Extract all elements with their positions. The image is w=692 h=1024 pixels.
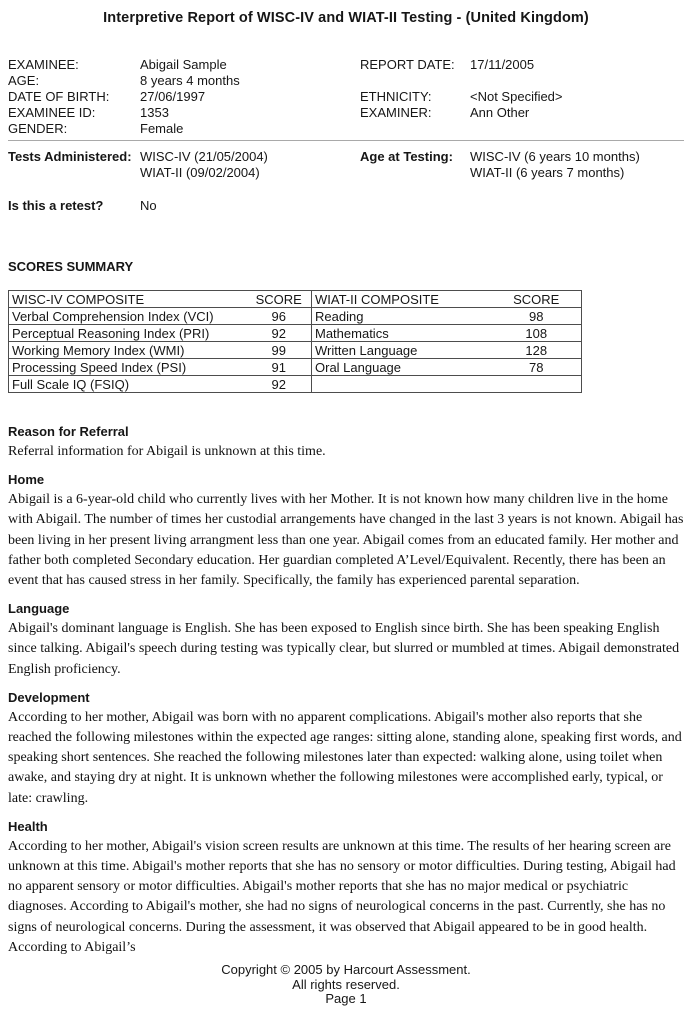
composite-name: Working Memory Index (WMI) — [9, 342, 247, 359]
scores-summary-heading: SCORES SUMMARY — [8, 259, 134, 274]
examinee-info — [8, 57, 684, 137]
table-row — [9, 308, 582, 325]
composite-score: 91 — [247, 359, 312, 376]
section-heading: Language — [8, 601, 70, 617]
column-header: WIAT-II COMPOSITE — [312, 291, 492, 308]
spacer — [360, 165, 470, 181]
composite-score: 96 — [247, 308, 312, 325]
composite-score: 92 — [247, 325, 312, 342]
info-value — [470, 73, 684, 89]
section-body: According to her mother, Abigail was born with no apparent complications. Abigail's mother also reports that she reached the following milestones within the expected age ranges: sitting alone, standing alone, speaking first words, and speaking short sentences. She reached the following milestones later than expected: walking alone, using toilet when awake, and staying dry at night. It is unknown whether the following milestones were accomplished early, typical, or late: crawling. — [8, 709, 682, 806]
composite-score: 128 — [492, 342, 582, 359]
tests-administered-label: Tests Administered: — [8, 149, 132, 164]
section-home — [8, 472, 684, 591]
table-row — [9, 359, 582, 376]
age-value: WISC-IV (6 years 10 months) — [470, 149, 640, 164]
info-value: Abigail Sample — [140, 57, 227, 72]
table-header-row — [9, 291, 582, 308]
table-row — [9, 376, 582, 393]
info-value: Female — [140, 121, 184, 136]
table-row — [9, 342, 582, 359]
table-row — [9, 325, 582, 342]
composite-name: Written Language — [312, 342, 492, 359]
section-heading: Development — [8, 689, 90, 705]
info-label: EXAMINEE: — [8, 57, 79, 72]
spacer — [360, 198, 470, 214]
composite-score: 78 — [492, 359, 582, 376]
composite-name: Reading — [312, 308, 492, 325]
section-health — [8, 819, 684, 958]
composite-name: Verbal Comprehension Index (VCI) — [9, 308, 247, 325]
info-label: GENDER: — [8, 121, 68, 136]
info-value: 1353 — [140, 105, 169, 120]
info-value: <Not Specified> — [470, 89, 563, 104]
section-heading: Home — [8, 472, 45, 488]
info-value — [470, 121, 684, 137]
spacer — [8, 165, 140, 181]
page-footer — [8, 963, 684, 1007]
composite-name: Perceptual Reasoning Index (PRI) — [9, 325, 247, 342]
info-label — [360, 121, 470, 137]
section-body: Referral information for Abigail is unknown at this time. — [8, 444, 326, 459]
info-label: ETHNICITY: — [360, 89, 432, 104]
section-heading: Reason for Referral — [8, 424, 129, 439]
column-header: SCORE — [492, 291, 582, 308]
composite-score: 99 — [247, 342, 312, 359]
age-at-testing-label: Age at Testing: — [360, 149, 453, 164]
info-label: DATE OF BIRTH: — [8, 89, 110, 104]
composite-name — [312, 376, 492, 393]
info-label: AGE: — [8, 73, 40, 88]
section-body: According to her mother, Abigail's vision screen results are unknown at this time. The results of her hearing screen are unknown at this time. Abigail's mother reports that she has no sensory or motor difficulties. During testing, Abigail had no apparent sensory or motor difficulties. Abigail's mother reports that she has no major medical or psychiatric diagnoses. According to Abigail's mother, she had no signs of neurological concerns in the past. Currently, she has no signs of neurological concerns. During the assessment, it was observed that Abigail appeared to be in good health. According to Abigail’s — [8, 838, 676, 955]
page-number: Page 1 — [325, 991, 367, 1007]
composite-score: 108 — [492, 325, 582, 342]
info-value: 8 years 4 months — [140, 73, 240, 88]
copyright-line: Copyright © 2005 by Harcourt Assessment. — [221, 962, 471, 978]
section-body: Abigail is a 6-year-old child who currently lives with her Mother. It is not known how many children live in the home with Abigail. The number of times her custodial arrangements have changed in the last 3 years is not known. Abigail has been living in her present living arrangment less than one year. Abigail comes from an educated family. Her mother and father both completed Secondary education. Her guardian completed A’Level/Equivalent. Recently, there has been an event that has caused stress in her family. Specifically, the family has experienced parental separation. — [8, 492, 684, 589]
info-value: 17/11/2005 — [470, 57, 535, 72]
divider — [8, 140, 684, 141]
section-development — [8, 690, 684, 809]
section-language — [8, 601, 684, 680]
info-label: EXAMINER: — [360, 105, 432, 120]
test-value: WIAT-II (09/02/2004) — [140, 165, 260, 180]
retest-row — [8, 198, 684, 214]
test-value: WISC-IV (21/05/2004) — [140, 149, 268, 164]
retest-value: No — [140, 198, 157, 213]
composite-score: 92 — [247, 376, 312, 393]
page-title: Interpretive Report of WISC-IV and WIAT-II Testing - (United Kingdom) — [103, 10, 589, 26]
info-label — [360, 73, 470, 89]
rights-line: All rights reserved. — [292, 976, 400, 992]
age-value: WIAT-II (6 years 7 months) — [470, 165, 625, 180]
tests-administered — [8, 149, 684, 181]
composite-name: Oral Language — [312, 359, 492, 376]
composite-name: Processing Speed Index (PSI) — [9, 359, 247, 376]
column-header: WISC-IV COMPOSITE — [9, 291, 247, 308]
composite-score — [492, 376, 582, 393]
scores-table — [8, 290, 582, 393]
spacer — [470, 198, 684, 214]
info-label: EXAMINEE ID: — [8, 105, 96, 120]
column-header: SCORE — [247, 291, 312, 308]
info-value: Ann Other — [470, 105, 530, 120]
section-reason-for-referral — [8, 424, 684, 462]
composite-name: Full Scale IQ (FSIQ) — [9, 376, 247, 393]
section-body: Abigail's dominant language is English. She has been exposed to English since birth. She has been speaking English since talking. Abigail's speech during testing was typically clear, but slurred or mumbled at times. Abigail demonstrated English proficiency. — [8, 621, 680, 677]
section-heading: Health — [8, 818, 48, 834]
retest-label: Is this a retest? — [8, 198, 104, 213]
composite-score: 98 — [492, 308, 582, 325]
info-value: 27/06/1997 — [140, 89, 206, 104]
info-label: REPORT DATE: — [360, 57, 455, 72]
composite-name: Mathematics — [312, 325, 492, 342]
